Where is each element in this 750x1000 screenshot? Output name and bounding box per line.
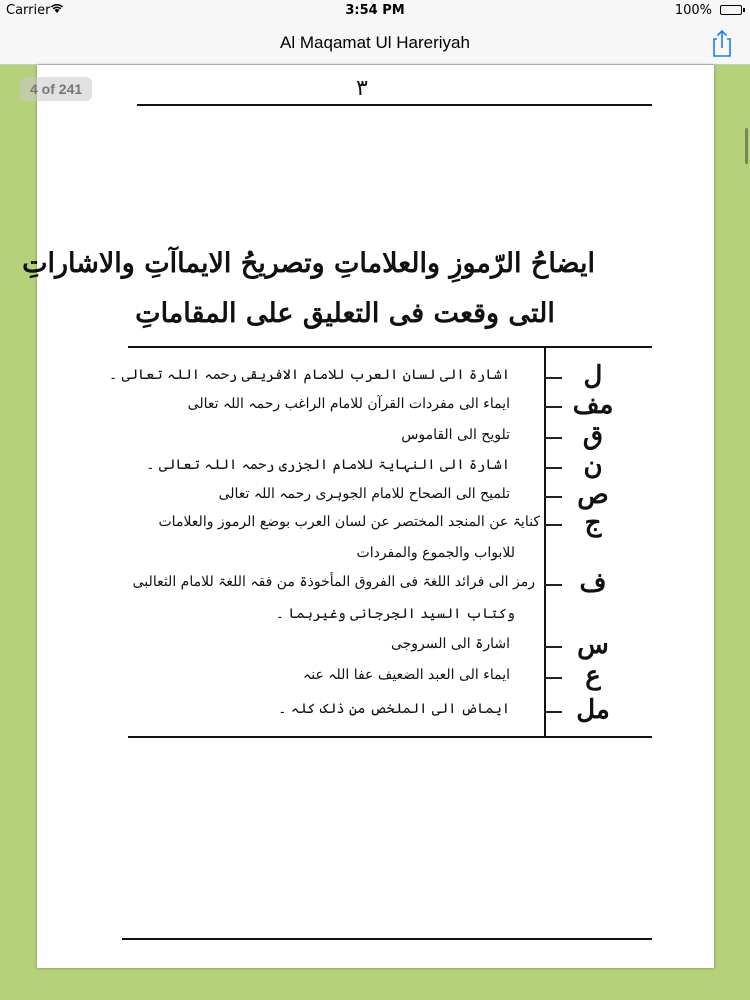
entry-dash bbox=[544, 646, 562, 648]
entry-text: اشارۃ الی السروجی bbox=[390, 636, 510, 652]
entry-text: ایماض الی الملخص من ذلک کلہ ۔ bbox=[278, 701, 510, 717]
entry-key: ع bbox=[585, 661, 601, 691]
entry-dash bbox=[544, 467, 562, 469]
entry-text: رمز الی فرائد اللغۃ فی الفروق المأخوذۃ من فقہ اللغۃ للامام الثعالبی bbox=[132, 574, 535, 590]
table-bottom-rule bbox=[128, 736, 652, 738]
entry-text: کنایۃ عن المنجد المختصر عن لسان العرب بوضع الرموز والعلامات bbox=[158, 514, 540, 530]
entry-key: مل bbox=[576, 695, 610, 725]
entry-key: ن bbox=[583, 451, 603, 481]
entry-text: اشارۃ الی النہایۃ للامام الجزری رحمہ اللہ تعالی ۔ bbox=[146, 457, 510, 473]
entry-row bbox=[130, 510, 620, 538]
entry-text: ایماء الی مفردات القرآن للامام الراغب رحمہ اللہ تعالی bbox=[187, 396, 510, 412]
page-number: ٣ bbox=[356, 76, 368, 101]
table-top-rule bbox=[128, 346, 652, 348]
page-indicator: 4 of 241 bbox=[20, 77, 92, 101]
entry-key: ف bbox=[579, 568, 607, 598]
entry-dash bbox=[544, 677, 562, 679]
entry-dash bbox=[544, 406, 562, 408]
heading-line-1: ایضاحُ الرّموزِ والعلاماتِ وتصریحُ الایماآتِ والاشاراتِ bbox=[22, 248, 595, 279]
entry-row bbox=[130, 482, 620, 510]
navigation-bar bbox=[0, 22, 750, 65]
scroll-indicator[interactable] bbox=[745, 128, 748, 164]
share-icon bbox=[708, 28, 736, 58]
entry-dash bbox=[544, 584, 562, 586]
entry-dash bbox=[544, 437, 562, 439]
entry-text: تلویح الی القاموس bbox=[401, 427, 510, 443]
entry-continuation: للابواب والجموع والمفردات bbox=[356, 545, 515, 561]
entry-dash bbox=[544, 377, 562, 379]
entry-row bbox=[130, 663, 620, 691]
entry-continuation: وکتاب السید الجرجانی وغیرہما ۔ bbox=[275, 606, 515, 622]
entry-key: ل bbox=[583, 361, 603, 391]
share-button[interactable] bbox=[708, 28, 736, 58]
entry-row bbox=[130, 392, 620, 420]
entry-dash bbox=[544, 524, 562, 526]
entry-text: تلمیح الی الصحاح للامام الجوہری رحمہ اللہ تعالی bbox=[218, 486, 510, 502]
entry-key: ق bbox=[582, 421, 604, 451]
entry-dash bbox=[544, 496, 562, 498]
entry-key: س bbox=[577, 630, 609, 660]
entry-key: مف bbox=[572, 390, 614, 420]
bottom-rule bbox=[122, 938, 652, 940]
battery-icon bbox=[720, 5, 742, 15]
document-title: Al Maqamat Ul Hareriyah bbox=[280, 33, 470, 52]
entry-row bbox=[130, 453, 620, 481]
entry-text: اشارۃ الی لسان العرب للامام الافریقی رحمہ اللہ تعالی ۔ bbox=[109, 367, 510, 383]
heading-line-2: التی وقعت فی التعلیق علی المقاماتِ bbox=[135, 298, 555, 329]
entry-row bbox=[130, 632, 620, 660]
entry-row bbox=[109, 361, 620, 391]
entry-dash bbox=[544, 711, 562, 713]
entry-key: ج bbox=[584, 508, 602, 538]
entry-text: ایماء الی العبد الضعیف عفا اللہ عنہ bbox=[303, 667, 510, 683]
entry-row bbox=[130, 570, 620, 598]
carrier-label: Carrier bbox=[6, 3, 51, 18]
entry-key: ص bbox=[577, 480, 609, 510]
clock: 3:54 PM bbox=[345, 3, 405, 18]
battery-percentage: 100% bbox=[674, 3, 712, 18]
entry-row bbox=[130, 423, 620, 451]
status-bar bbox=[0, 0, 750, 22]
entry-row bbox=[130, 697, 620, 725]
top-rule bbox=[137, 104, 652, 106]
